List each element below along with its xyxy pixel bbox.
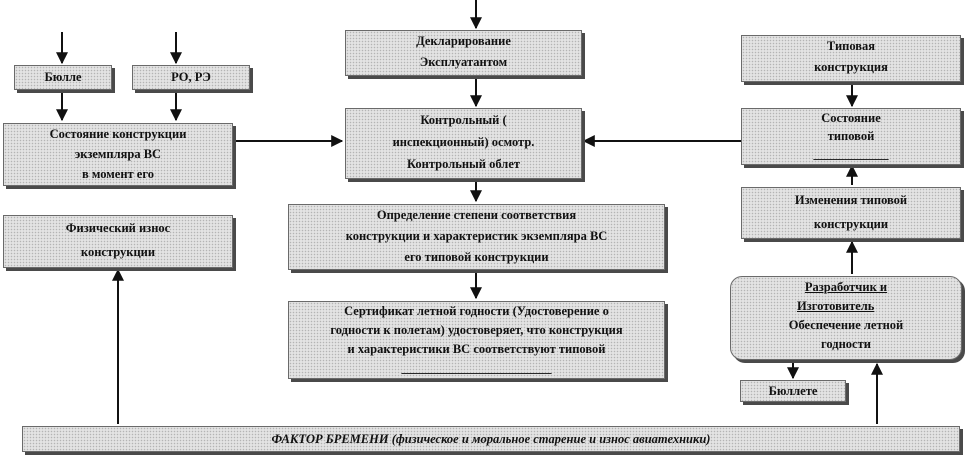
type-design-line-2: конструкция bbox=[814, 60, 888, 74]
type-changes-line-2: конструкции bbox=[813, 217, 889, 231]
developer-title-1: Разработчик и bbox=[804, 280, 888, 294]
ro-re-box bbox=[132, 65, 250, 90]
developer-line-2: годности bbox=[821, 337, 871, 351]
declaration-line-1: Декларирование bbox=[416, 34, 511, 48]
type-design-box bbox=[741, 35, 961, 82]
developer-box bbox=[730, 276, 962, 360]
declaration-line-2: Эксплуатантом bbox=[419, 55, 508, 69]
type-state-box bbox=[741, 108, 961, 165]
instance-state-line-3: в момент его bbox=[82, 167, 154, 181]
ro-re-label: РО, РЭ bbox=[171, 70, 211, 84]
certificate-line-1: Сертификат летной годности (Удостоверение о bbox=[344, 304, 609, 318]
bulletins-out-label: Бюллете bbox=[768, 384, 818, 398]
bulletins-out-box bbox=[740, 380, 846, 402]
bulletins-box bbox=[14, 65, 112, 90]
type-design-line-1: Типовая bbox=[826, 39, 876, 53]
instance-state-line-2: экземпляра ВС bbox=[74, 147, 162, 161]
certificate-line-4: ________________________ bbox=[401, 361, 552, 375]
developer-line-1: Обеспечение летной bbox=[788, 318, 904, 332]
conformity-box bbox=[288, 204, 665, 270]
physical-wear-line-2: конструкции bbox=[80, 245, 156, 259]
certificate-line-3: и характеристики ВС соответствуют типовой bbox=[347, 342, 606, 356]
physical-wear-box bbox=[3, 215, 233, 268]
conformity-line-2: конструкции и характеристик экземпляра ВС bbox=[345, 229, 608, 243]
type-state-line-3: ____________ bbox=[813, 147, 889, 161]
time-factor-box bbox=[22, 426, 960, 452]
conformity-line-1: Определение степени соответствия bbox=[376, 208, 577, 222]
inspection-line-3: Контрольный облет bbox=[406, 157, 521, 171]
instance-state-box bbox=[3, 123, 233, 186]
certificate-box bbox=[288, 301, 665, 379]
instance-state-line-1: Состояние конструкции bbox=[49, 127, 187, 141]
certificate-line-2: годности к полетам) удостоверяет, что конструкция bbox=[330, 323, 623, 337]
conformity-line-3: его типовой конструкции bbox=[404, 250, 549, 264]
type-state-line-2: типовой bbox=[827, 129, 875, 143]
type-changes-box bbox=[741, 187, 961, 239]
inspection-box bbox=[345, 108, 582, 179]
developer-title-2: Изготовитель bbox=[797, 299, 875, 313]
declaration-box bbox=[345, 30, 582, 76]
type-state-line-1: Состояние bbox=[821, 111, 881, 125]
inspection-line-2: инспекционный) осмотр. bbox=[392, 135, 535, 149]
bulletins-label: Бюлле bbox=[44, 70, 82, 84]
time-factor-label: ФАКТОР БРЕМЕНИ (физическое и моральное старение и износ авиатехники) bbox=[271, 432, 711, 446]
physical-wear-line-1: Физический износ bbox=[65, 221, 171, 235]
type-changes-line-1: Изменения типовой bbox=[794, 193, 908, 207]
inspection-line-1: Контрольный ( bbox=[420, 113, 507, 127]
